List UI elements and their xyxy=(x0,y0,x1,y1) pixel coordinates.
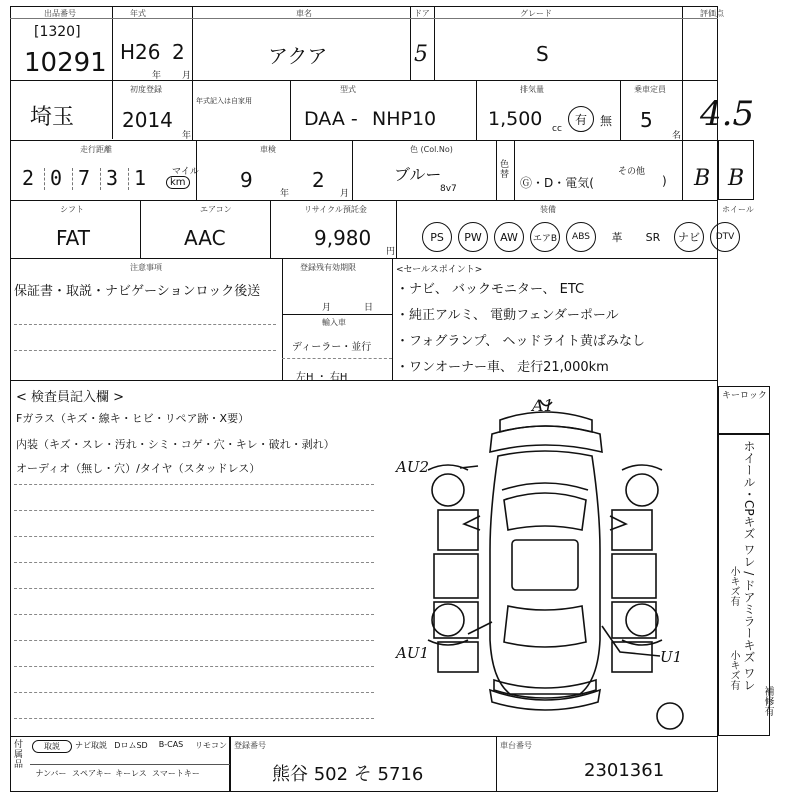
rear-window xyxy=(504,606,586,647)
accessory-item: スペアキー xyxy=(72,769,112,778)
shift-value: FAT xyxy=(56,226,91,250)
mileage-digit-separator xyxy=(100,168,101,190)
reg-day-unit: 日 xyxy=(364,303,374,313)
aircon-value: AAC xyxy=(184,226,226,250)
accessory-item: 取説 xyxy=(32,740,72,753)
mileage-digit: 7 xyxy=(78,166,91,190)
equipment-ABS: ABS xyxy=(566,222,596,252)
grade-header: グレード xyxy=(520,9,552,18)
mileage-digit-separator xyxy=(44,168,45,190)
mark-au1: AU1 xyxy=(396,644,430,662)
accessory-item: スマートキー xyxy=(152,769,200,778)
color-header: 色 (Col.No) xyxy=(410,145,453,154)
accessory-item: B-CAS xyxy=(158,740,184,749)
mileage-digit-separator xyxy=(128,168,129,190)
equipment-SR: SR xyxy=(645,230,661,244)
mark-u1: U1 xyxy=(660,648,683,666)
side-note-1: 小キズ有 xyxy=(728,566,739,606)
first-reg-header: 初度登録 xyxy=(130,85,162,94)
lot-number-header: 出品番号 xyxy=(44,9,76,18)
inspection-title: < 検査員記入欄 > xyxy=(16,390,125,405)
doors-value: 5 xyxy=(414,42,428,67)
mileage-header: 走行距離 xyxy=(80,145,112,154)
sales-point: ・フォグランプ、 ヘッドライト黄ばみなし xyxy=(396,334,646,349)
chassis-header: 車台番号 xyxy=(500,741,532,750)
mileage-digit: 3 xyxy=(106,166,119,190)
inspection-year: 9 xyxy=(240,168,253,192)
inspection-year-unit: 年 xyxy=(280,189,290,199)
wheel-rear-left xyxy=(432,604,464,636)
color-code: 8v7 xyxy=(440,184,457,194)
score-header: 評価点 xyxy=(700,9,724,18)
fuel-other-label: その他 xyxy=(618,167,646,177)
fuel-close: ) xyxy=(662,174,667,188)
notes-text: 保証書・取説・ナビゲーションロック後送 xyxy=(14,284,261,299)
month-unit: 月 xyxy=(182,71,192,81)
doors-header: ドア xyxy=(414,9,430,18)
equipment-ナビ: ナビ xyxy=(674,222,704,252)
recycle-header: リサイクル預託金 xyxy=(304,205,367,214)
seats-value: 5 xyxy=(640,108,653,132)
displacement-header: 排気量 xyxy=(520,85,544,94)
windshield xyxy=(504,493,586,530)
accessory-item: ナビ取説 xyxy=(75,741,107,750)
equipment-header: 装備 xyxy=(540,205,556,214)
accessory-label: 付属品 xyxy=(14,740,24,770)
dealer-value: ディーラー・並行 xyxy=(292,342,372,353)
accessory-item: リモコン xyxy=(195,741,227,750)
car-name: アクア xyxy=(268,44,328,68)
keylock-label: キーロック xyxy=(722,391,767,401)
exterior-grade: B xyxy=(694,166,711,191)
color-value: ブルー xyxy=(394,165,442,184)
accessory-item: キーレス xyxy=(115,769,147,778)
wheel-header: ホイール xyxy=(722,205,754,214)
model-prefix: DAA - xyxy=(304,108,358,130)
wheel-rear-right xyxy=(626,604,658,636)
plate-header: 登録番号 xyxy=(234,741,266,750)
aircon-header: エアコン xyxy=(200,205,232,214)
lot-code: [1320] xyxy=(34,24,81,40)
wheel-front-right xyxy=(626,474,658,506)
fuel-options: Ⓖ・D・電気( xyxy=(520,176,594,190)
region: 埼玉 xyxy=(30,105,75,130)
inspection-month-unit: 月 xyxy=(340,189,350,199)
displacement-value: 1,500 xyxy=(488,108,543,130)
model-value: NHP10 xyxy=(372,108,437,130)
sales-point: ・純正アルミ、 電動フェンダーポール xyxy=(396,308,619,323)
mileage-digit: 2 xyxy=(22,166,35,190)
seats-header: 乗車定員 xyxy=(634,85,666,94)
mileage-digit-separator xyxy=(72,168,73,190)
first-reg-year: 2014 xyxy=(122,108,173,132)
sales-points-header: <セールスポイント> xyxy=(396,265,483,275)
notes-header: 注意事項 xyxy=(130,263,162,272)
side-note-2: 小キズ有 xyxy=(728,650,739,690)
sales-point: ・ナビ、 バックモニター、 ETC xyxy=(396,282,585,297)
side-note-3: 補修有 xyxy=(762,686,773,716)
era-year: H26 xyxy=(120,40,161,64)
spare-wheel xyxy=(657,703,683,729)
mileage-digit: 0 xyxy=(50,166,63,190)
cc-unit: cc xyxy=(552,124,562,134)
grade-value: S xyxy=(536,42,549,66)
import-note: 年式記入は自家用 xyxy=(196,97,252,105)
color-change-label: 色替 xyxy=(500,160,510,180)
recycle-amount: 9,980 xyxy=(314,226,372,250)
car-body xyxy=(490,451,600,694)
plate-value: 熊谷 502 そ 5716 xyxy=(272,764,424,785)
first-reg-year-unit: 年 xyxy=(182,131,192,141)
year-header: 年式 xyxy=(130,9,146,18)
km-unit-circled: km xyxy=(166,176,190,189)
audio-line: オーディオ（無し・穴）/タイヤ（スタッドレス） xyxy=(16,462,261,475)
turbo-no: 無 xyxy=(600,114,613,128)
mileage-digit: 1 xyxy=(134,166,147,190)
inspection-header: 車検 xyxy=(260,145,276,154)
sales-point: ・ワンオーナー車、 走行21,000km xyxy=(396,360,609,375)
equipment-PW: PW xyxy=(458,222,488,252)
roof xyxy=(512,540,578,590)
shift-header: シフト xyxy=(60,205,84,214)
car-diagram xyxy=(380,390,710,730)
interior-grade: B xyxy=(728,166,745,191)
equipment-DTV: DTV xyxy=(710,222,740,252)
equipment-PS: PS xyxy=(422,222,452,252)
equipment-AW: AW xyxy=(494,222,524,252)
name-header: 車名 xyxy=(296,9,312,18)
equipment-エアB: エアB xyxy=(530,222,560,252)
model-header: 型式 xyxy=(340,85,356,94)
interior-line: 内装（キズ・スレ・汚れ・シミ・コゲ・穴・キレ・破れ・剥れ） xyxy=(16,438,335,451)
chassis-value: 2301361 xyxy=(584,760,665,781)
handle-value: 左H ・ 右H xyxy=(296,372,348,383)
mark-a1-top: A1 xyxy=(532,396,554,415)
inspection-month: 2 xyxy=(312,168,325,192)
mark-au2: AU2 xyxy=(396,458,430,476)
lot-number: 10291 xyxy=(24,48,107,78)
yen-unit: 円 xyxy=(386,247,396,257)
mile-unit: マイル xyxy=(172,167,199,177)
glass-line: Fガラス（キズ・線キ・ヒビ・リペア跡・X要） xyxy=(16,412,250,425)
turbo-yes-circled: 有 xyxy=(568,106,594,132)
year-unit: 年 xyxy=(152,71,162,81)
reg-month-unit: 月 xyxy=(322,303,332,313)
reg-expiry-header: 登録残有効期限 xyxy=(300,263,356,272)
accessory-item: DロムSD xyxy=(114,741,148,750)
side-vertical-text: ホイール・CPキズ ワレ / ドアミラーキズ ワレ xyxy=(742,440,756,691)
accessory-item: ナンバー xyxy=(35,769,67,778)
era-month: 2 xyxy=(172,40,185,64)
seats-unit: 名 xyxy=(672,131,682,141)
equipment-革: 革 xyxy=(611,231,623,244)
import-header: 輸入車 xyxy=(322,318,346,327)
score-handwritten: 4.5 xyxy=(700,94,755,134)
wheel-front-left xyxy=(432,474,464,506)
